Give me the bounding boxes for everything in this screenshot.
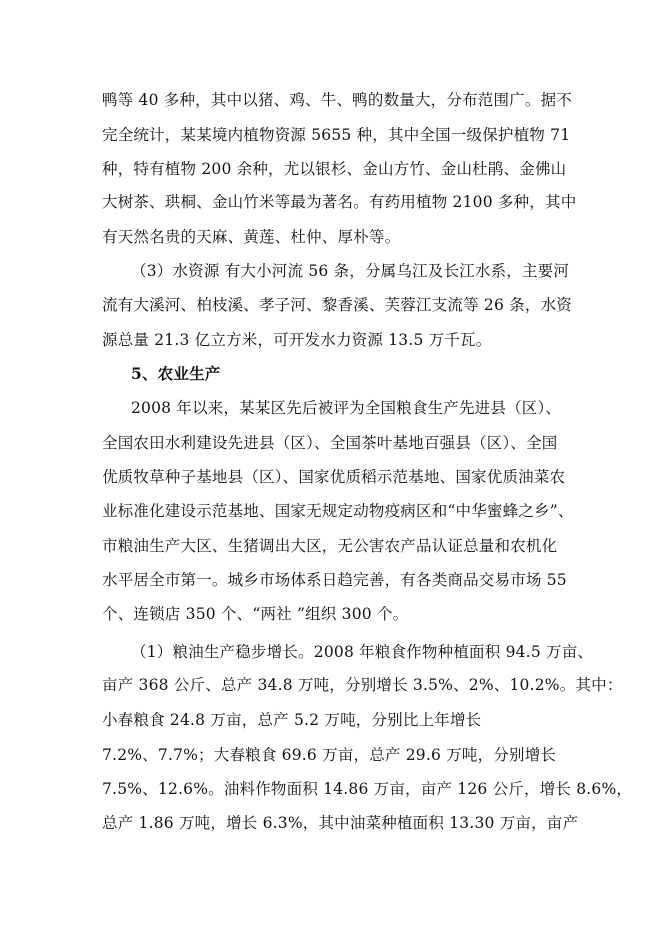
paragraph-line: 个、连锁店 350 个、“两社 ”组织 300 个。 [102, 605, 409, 623]
paragraph-line: 全国农田水利建设先进县（区）、全国茶叶基地百强县（区）、全国 [102, 434, 558, 452]
paragraph-line: 完全统计，某某境内植物资源 5655 种，其中全国一级保护植物 71 [102, 126, 571, 144]
paragraph-line: 7.5%、12.6%。油料作物面积 14.86 万亩，亩产 126 公斤，增长 8.6%， [102, 780, 633, 798]
paragraph-line: 小春粮食 24.8 万亩，总产 5.2 万吨，分别比上年增长 [102, 711, 482, 729]
paragraph-line: 7.2%、7.7%；大春粮食 69.6 万亩，总产 29.6 万吨，分别增长 [102, 746, 557, 764]
paragraph-line: 源总量 21.3 亿立方米，可开发水力资源 13.5 万千瓦。 [102, 331, 492, 349]
section-heading: 5、农业生产 [131, 364, 221, 383]
paragraph-line: 有天然名贵的天麻、黄莲、杜仲、厚朴等。 [102, 228, 401, 246]
paragraph-line: 水平居全市第一。城乡市场体系日趋完善，有各类商品交易市场 55 [102, 571, 567, 589]
paragraph-line: 业标准化建设示范基地、国家无规定动物疫病区和“中华蜜蜂之乡”、 [102, 502, 574, 520]
paragraph-line: 市粮油生产大区、生猪调出大区，无公害农产品认证总量和农机化 [102, 537, 558, 555]
paragraph-line: （3）水资源 有大小河流 56 条，分属乌江及长江水系，主要河 [131, 262, 570, 280]
paragraph-line: 流有大溪河、柏枝溪、孝子河、黎香溪、芙蓉江支流等 26 条，水资 [102, 296, 572, 314]
paragraph-line: （1）粮油生产稳步增长。2008 年粮食作物种植面积 94.5 万亩、 [131, 643, 594, 661]
paragraph-line: 亩产 368 公斤、总产 34.8 万吨，分别增长 3.5%、2%、10.2%。其中： [102, 676, 623, 694]
paragraph-line: 大树茶、珙桐、金山竹米等最为著名。有药用植物 2100 多种，其中 [102, 193, 577, 211]
paragraph-line: 种，特有植物 200 余种，尤以银杉、金山方竹、金山杜鹃、金佛山 [102, 160, 567, 178]
paragraph-line: 总产 1.86 万吨，增长 6.3%，其中油菜种植面积 13.30 万亩，亩产 [102, 814, 579, 832]
paragraph-line: 优质牧草种子基地县（区）、国家优质稻示范基地、国家优质油菜农 [102, 468, 566, 486]
paragraph-line: 2008 年以来，某某区先后被评为全国粮食生产先进县（区）、 [131, 399, 562, 417]
paragraph-line: 鸭等 40 多种，其中以猪、鸡、牛、鸭的数量大，分布范围广。据不 [102, 91, 572, 109]
